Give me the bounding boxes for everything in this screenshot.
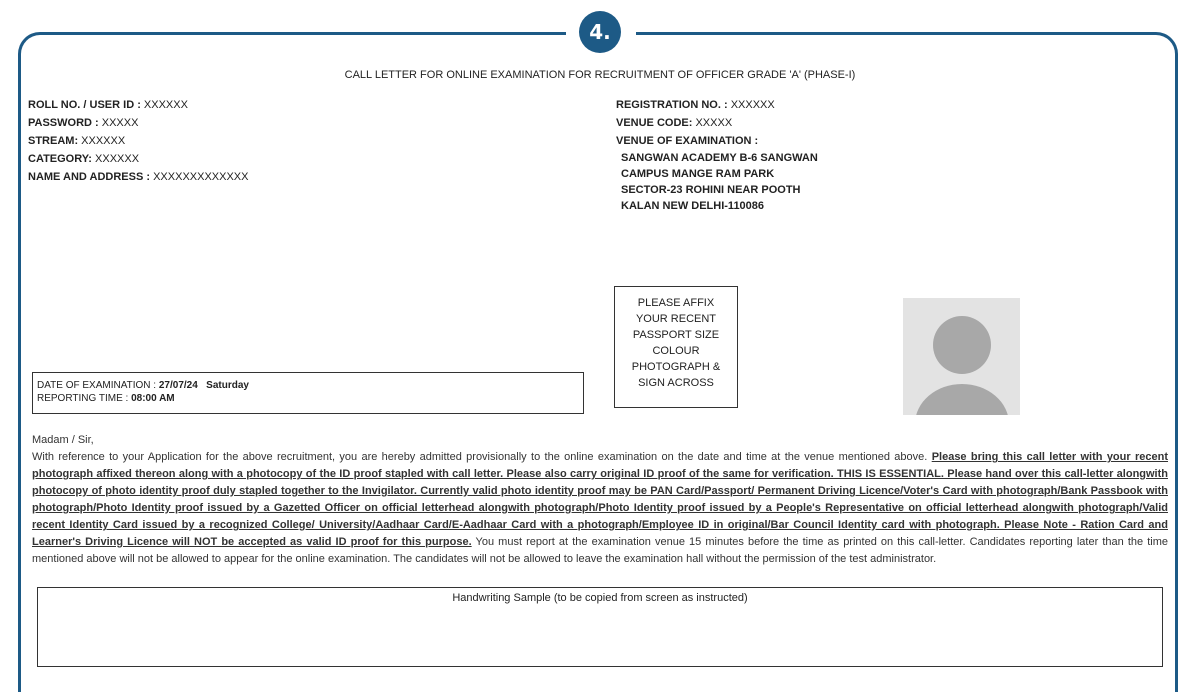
handwriting-sample-box[interactable] [37, 587, 1163, 667]
exam-date: 27/07/24 [158, 380, 198, 391]
avatar-body [915, 384, 1009, 415]
step-badge: 4. [579, 11, 621, 53]
letter-title: CALL LETTER FOR ONLINE EXAMINATION FOR RECRUITMENT OF OFFICER GRADE 'A' (PHASE-I) [344, 69, 856, 81]
venue-label: VENUE OF EXAMINATION : [616, 135, 759, 147]
exam-day: Saturday [206, 380, 249, 391]
handwriting-label: Handwriting Sample (to be copied from screen as instructed) [452, 592, 748, 604]
venue-line: SANGWAN ACADEMY B-6 SANGWAN [621, 152, 818, 164]
venue-code-row: VENUE CODE: XXXXX [616, 117, 733, 129]
closing-text: You must report at the examination venue 15 minutes before the time as printed on this call-letter. Candidates reporting later than the time mentioned above will not be allowed to appear for the online examination. The candidates will not be allowed to leave the examination hall without the permission of the test administrator. [32, 536, 1168, 565]
avatar-head [933, 316, 991, 374]
id-proof-instructions: Please bring this call letter with your recent photograph affixed thereon along with a photocopy of the ID proof stapled with call letter. Please also carry original ID proof of the same for verification. THIS IS ESSENTIAL. Please hand over this call-letter alongwith photocopy of photo identity proof duly stapled together to the Invigilator. Currently valid photo identity proof may be PAN Card/Passport/ Permanent Driving Licence/Voter's Card with photograph/Bank Passbook with photograph/Photo Identity proof issued by a Gazetted Officer on official letterhead alongwith photograph/Photo Identity proof issued by a People's Representative on official letterhead alongwith photograph/Valid recent Identity Card issued by a recognized College/ University/Aadhaar Card/E-Aadhaar Card with a photograph/Employee ID in original/Bar Council Identity card with photograph. Please Note - Ration Card and Learner's Driving Licence will NOT be accepted as valid ID proof for this purpose. [32, 451, 1169, 548]
letter-paragraph [32, 449, 1168, 568]
venue-line: CAMPUS MANGE RAM PARK [621, 168, 775, 180]
venue-details [616, 96, 818, 214]
salutation: Madam / Sir, [32, 434, 94, 446]
reporting-time: 08:00 AM [131, 393, 175, 404]
affix-photo-box: PLEASE AFFIX YOUR RECENT PASSPORT SIZE COLOUR PHOTOGRAPH & SIGN ACROSS [614, 286, 738, 408]
candidate-details [28, 96, 248, 186]
stream-row: STREAM: XXXXXX [28, 135, 126, 147]
name-address-row: NAME AND ADDRESS : XXXXXXXXXXXXX [28, 171, 249, 183]
venue-line: KALAN NEW DELHI-110086 [621, 200, 765, 212]
exam-schedule-box [32, 372, 584, 414]
venue-line: SECTOR-23 ROHINI NEAR POOTH [621, 184, 801, 196]
reporting-time-row: REPORTING TIME : 08:00 AM [37, 393, 175, 404]
venue-address [621, 150, 818, 214]
intro-text: With reference to your Application for the above recruitment, you are hereby admitted provisionally to the online examination on the date and time at the venue mentioned above. [32, 451, 928, 463]
registration-row: REGISTRATION NO. : XXXXXX [616, 99, 775, 111]
letter-body [32, 432, 1168, 568]
avatar-placeholder-icon [903, 298, 1020, 415]
password-row: PASSWORD : XXXXX [28, 117, 139, 129]
category-row: CATEGORY: XXXXXX [28, 153, 140, 165]
exam-date-row: DATE OF EXAMINATION : 27/07/24 Saturday [37, 380, 249, 391]
roll-row: ROLL NO. / USER ID : XXXXXX [28, 99, 188, 111]
